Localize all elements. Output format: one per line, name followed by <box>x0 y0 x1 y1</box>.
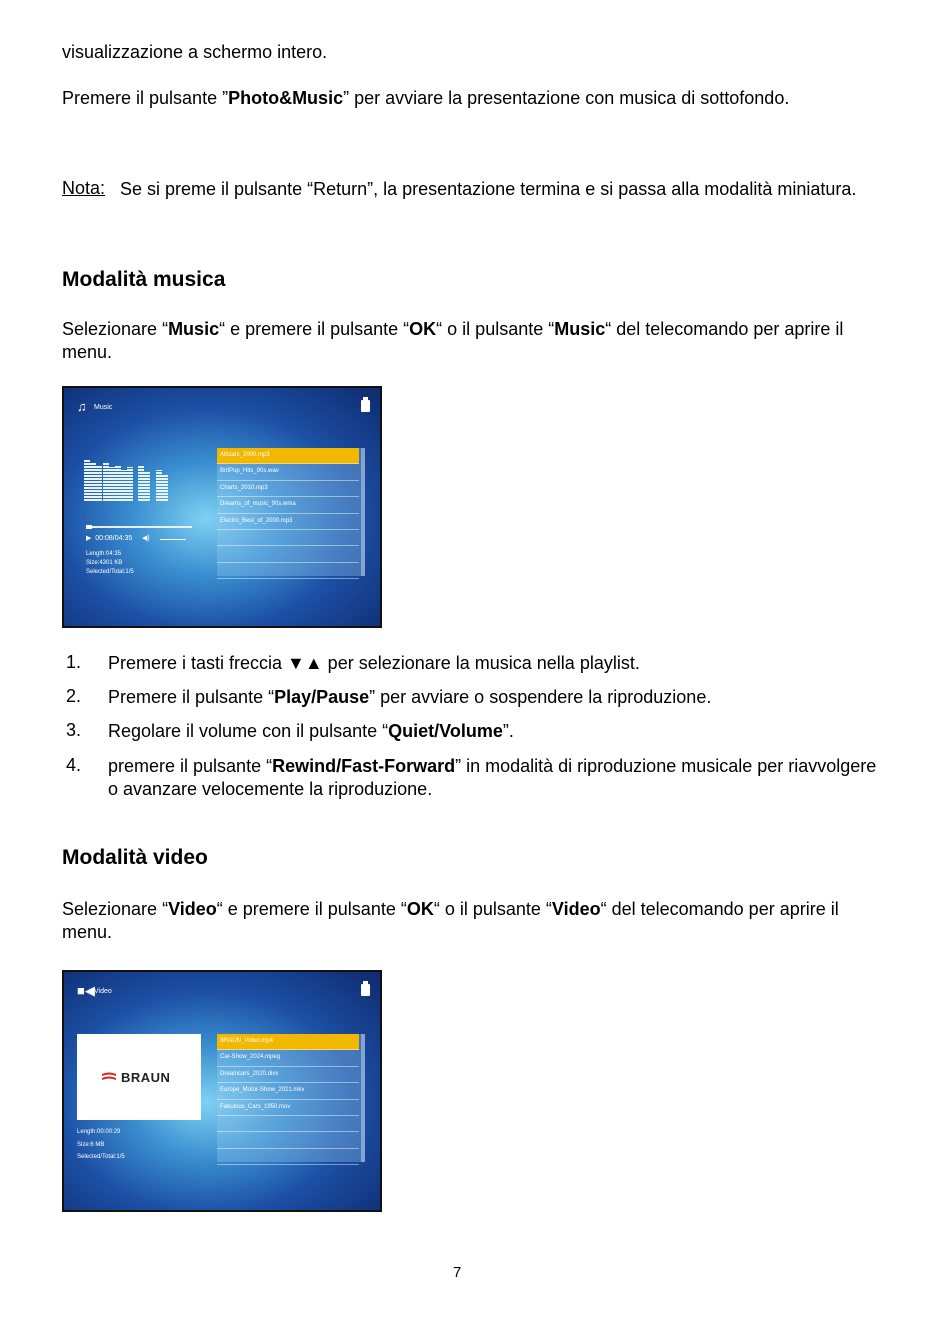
intro-line: visualizzazione a schermo intero. <box>62 42 328 62</box>
equalizer-bar <box>121 470 127 501</box>
equalizer-bar <box>96 465 102 501</box>
equalizer <box>84 456 164 501</box>
step-number: 4. <box>66 755 82 775</box>
playlist-item[interactable] <box>217 546 359 562</box>
playlist-item[interactable]: Car-Show_2024.mpeg <box>217 1050 359 1066</box>
video-paragraph: Selezionare “Video“ e premere il pulsante “OK“ o il pulsante “Video“ del telecomando per aprire il menu. <box>62 899 839 942</box>
step-text: premere il pulsante “Rewind/Fast-Forward” in modalità di riproduzione musicale per riavvolgere o avanzare velocemente la riproduzione. <box>108 756 877 799</box>
size-label: Size:4301 KB <box>86 560 123 566</box>
playlist-item[interactable]: Allstars_2000.mp3 <box>217 448 359 464</box>
video-playlist <box>217 1034 365 1162</box>
playlist-item[interactable]: Dreamcars_2020.divx <box>217 1067 359 1083</box>
braun-logo-mark <box>101 1072 117 1082</box>
music-paragraph: Selezionare “Music“ e premere il pulsante “OK“ o il pulsante “Music“ del telecomando per aprire il menu. <box>62 319 844 362</box>
step-number: 1. <box>66 652 82 672</box>
play-icon: ▶ <box>86 535 92 542</box>
step-number: 2. <box>66 686 82 706</box>
equalizer-bar <box>127 467 133 501</box>
music-playlist <box>217 448 365 576</box>
equalizer-bar <box>156 470 162 501</box>
intro-paragraph: Premere il pulsante ”Photo&Music” per avviare la presentazione con musica di sottofondo. <box>62 88 790 108</box>
playlist-item[interactable] <box>217 530 359 546</box>
selected-label: Selected/Total:1/5 <box>77 1154 125 1160</box>
equalizer-bar <box>138 465 144 501</box>
step-text: Premere il pulsante “Play/Pause” per avviare o sospendere la riproduzione. <box>108 687 712 707</box>
equalizer-bar <box>115 465 121 501</box>
video-thumbnail <box>77 1034 201 1120</box>
playlist-item[interactable] <box>217 563 359 579</box>
step-text: Regolare il volume con il pulsante “Quiet/Volume”. <box>108 721 514 741</box>
usb-icon <box>361 400 370 412</box>
video-camera-icon: ■◀ <box>77 983 95 998</box>
playlist-item[interactable]: Electro_Best_of_2000.mp3 <box>217 514 359 530</box>
video-screenshot <box>62 970 382 1212</box>
screen-title: Video <box>94 988 112 995</box>
playlist-item[interactable] <box>217 1149 359 1165</box>
playlist-item[interactable]: BritPop_Hits_90s.wav <box>217 464 359 480</box>
page-number: 7 <box>453 1264 462 1281</box>
equalizer-bar <box>103 463 109 501</box>
music-heading: Modalità musica <box>62 268 226 291</box>
playlist-item[interactable]: Charts_2010.mp3 <box>217 481 359 497</box>
step-number: 3. <box>66 720 82 740</box>
track-info <box>86 550 134 577</box>
note-label: Nota: <box>62 178 106 198</box>
volume-icon: ◀) <box>142 535 150 542</box>
step-text: Premere i tasti freccia ▼▲ per selezionare la musica nella playlist. <box>108 653 640 673</box>
usb-icon <box>361 984 370 996</box>
size-label: Size:6 MB <box>77 1141 105 1148</box>
braun-logo: BRAUN <box>101 1070 170 1085</box>
selected-label: Selected/Total:1/5 <box>86 569 134 575</box>
playlist-item[interactable]: Dreams_of_music_90s.wma <box>217 497 359 513</box>
equalizer-bar <box>84 460 90 501</box>
progress-knob <box>86 525 92 529</box>
playlist-item[interactable] <box>217 1132 359 1148</box>
playlist-item[interactable]: Fabulous_Cars_1950.mov <box>217 1100 359 1116</box>
length-label: Length:00:00:29 <box>77 1129 121 1135</box>
length-label: Length:04:35 <box>86 551 122 557</box>
music-screenshot <box>62 386 382 628</box>
music-note-icon: ♫ <box>77 399 87 414</box>
playback-controls <box>86 534 150 542</box>
video-info <box>77 1126 125 1164</box>
playlist-item[interactable]: BRAUN_Video.mp4 <box>217 1034 359 1050</box>
playlist-item[interactable]: Europe_Motor-Show_2021.mkv <box>217 1083 359 1099</box>
time-readout: 00:08/04:35 <box>95 535 133 542</box>
equalizer-bar <box>90 463 96 501</box>
note-text: Se si preme il pulsante “Return”, la presentazione termina e si passa alla modalità miniatura. <box>120 179 857 199</box>
equalizer-bar <box>162 474 168 501</box>
video-heading: Modalità video <box>62 846 208 869</box>
equalizer-bar <box>144 472 150 501</box>
volume-bar <box>160 539 186 540</box>
equalizer-bar <box>109 467 115 501</box>
screen-title: Music <box>94 404 113 411</box>
progress-bar <box>86 526 192 528</box>
playlist-item[interactable] <box>217 1116 359 1132</box>
